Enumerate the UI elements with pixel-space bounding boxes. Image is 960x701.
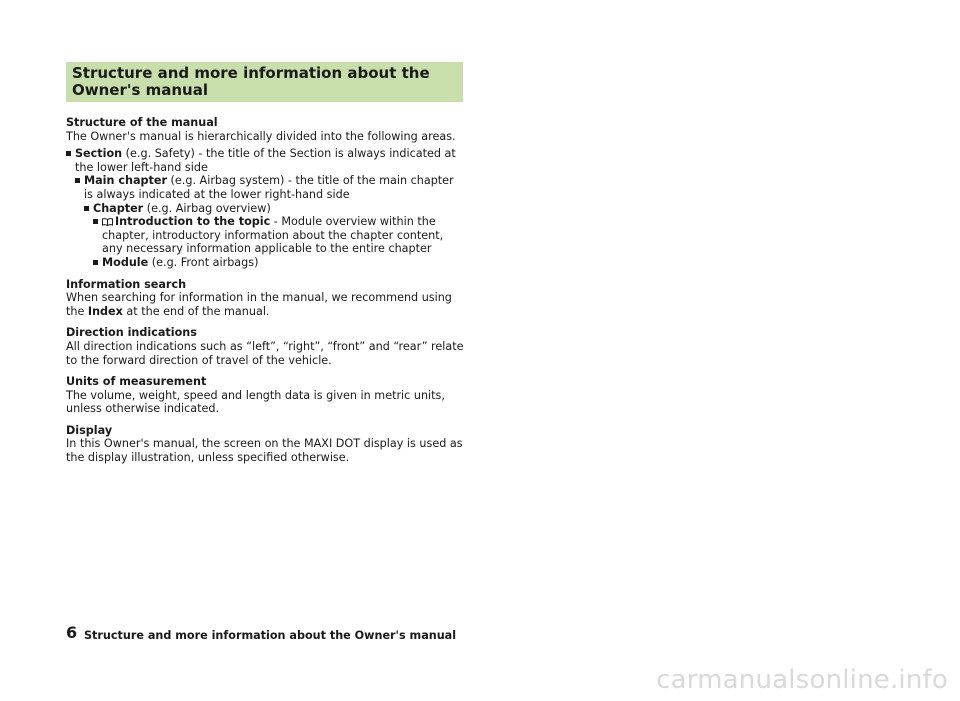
item-text: (e.g. Safety) - the title of the Section is always indicated at the lower left-hand side [75,147,456,174]
bullet-icon [66,151,71,156]
direction-text: All direction indications such as “left”, “right”, “front” and “rear” relate to the forward direction of travel of the vehicle. [66,339,464,367]
units-section [66,375,466,416]
footer-title: Structure and more information about the Owner's manual [84,629,457,642]
list-item-introduction [93,215,466,256]
info-search-section [66,278,466,319]
list-item-main-chapter [75,174,466,201]
list-item-chapter [84,202,466,216]
watermark: carmanualsonline.info [656,665,948,695]
display-section [66,424,466,465]
display-heading: Display [66,423,113,437]
item-text: (e.g. Front airbags) [148,255,259,269]
structure-heading: Structure of the manual [66,116,218,129]
item-text: - Module overview within the chapter, introductory information about the chapter content, any necessary information applicable to the entire chapter [102,215,444,256]
direction-heading: Direction indications [66,326,197,340]
item-text: (e.g. Airbag system) - the title of the main chapter is always indicated at the lower right-hand side [84,174,454,201]
list-item-section [66,147,466,174]
bullet-icon [93,219,98,224]
item-bold: Introduction to the topic [115,215,271,229]
bullet-icon [93,260,98,265]
open-book-icon [102,218,113,226]
item-text: (e.g. Airbag overview) [143,201,271,215]
item-bold: Chapter [93,201,144,215]
list-item-module [93,256,466,270]
item-bold: Main chapter [84,174,167,188]
item-bold: Module [102,255,149,269]
index-term: Index [87,304,123,318]
structure-intro: The Owner's manual is hierarchically divided into the following areas. [66,129,456,143]
units-heading: Units of measurement [66,375,207,389]
info-search-text [66,291,466,318]
display-text: In this Owner's manual, the screen on the MAXI DOT display is used as the display illustration, unless specified otherwise. [66,437,463,465]
bullet-icon [84,206,89,211]
item-bold: Section [75,147,123,161]
content-column [66,116,466,473]
direction-section [66,326,466,367]
page-footer [66,623,466,644]
bullet-icon [75,178,80,183]
units-text: The volume, weight, speed and length data is given in metric units, unless otherwise indicated. [66,388,445,416]
info-search-text-before: When searching for information in the manual, we recommend using the [66,291,452,318]
info-search-text-after: at the end of the manual. [122,304,270,318]
title-banner [66,62,463,102]
page-number: 6 [66,623,78,642]
structure-section [66,116,466,270]
page-title: Structure and more information about the Owner's manual [72,64,430,99]
info-search-heading: Information search [66,277,187,291]
